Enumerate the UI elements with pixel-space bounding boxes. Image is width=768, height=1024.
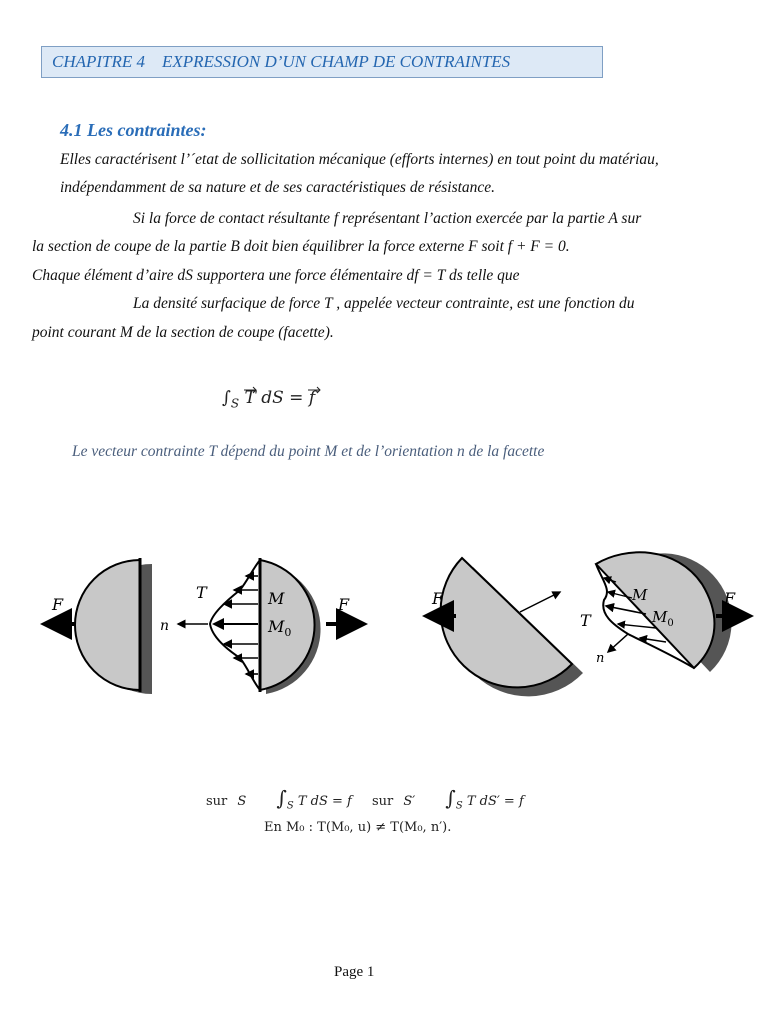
surface-S: S	[237, 794, 247, 809]
part-a-oblique-disc	[441, 558, 583, 696]
paragraph-line-1: Elles caractérisent l’´etat de sollicitation mécanique (efforts internes) en tout point du matériau,	[60, 151, 659, 168]
label-F-2: F	[338, 595, 350, 614]
paragraph-line-3: Si la force de contact résultante f représentant l’action exercée par la partie A sur	[133, 210, 642, 227]
force-F-left-arrow	[44, 595, 76, 624]
section-title: 4.1 Les contraintes:	[60, 120, 207, 140]
integral-body-2: T dS = f	[293, 794, 352, 809]
label-n-2: n	[596, 651, 605, 666]
part-a-half-disc	[75, 558, 152, 694]
figure-caption: Le vecteur contrainte T dépend du point M et de l’orientation n de la facette	[72, 443, 545, 460]
label-n-1: n	[160, 618, 170, 634]
stress-profile-curve	[210, 560, 260, 690]
label-M-1: M	[268, 589, 285, 608]
page-number: Page 1	[334, 964, 375, 980]
paragraph-line-4: la section de coupe de la partie B doit bien équilibrer la force externe F soit f + F = 0.	[32, 238, 570, 255]
integral-body-3: T dS′ = f	[462, 794, 524, 809]
integral-subscript: S	[230, 396, 240, 411]
paragraph-line-5: Chaque élément d’aire dS supportera une force élémentaire df = T ds telle que	[32, 267, 520, 284]
integral-sign: ∫	[222, 388, 231, 408]
normal-n-left-arrow	[160, 618, 208, 634]
paragraph-line-6: La densité surfacique de force T , appelée vecteur contrainte, est une fonction du	[133, 295, 635, 312]
integral-body: T dS = f	[239, 388, 316, 408]
integral-sign-2: ∫	[276, 786, 287, 810]
label-F-1: F	[52, 595, 64, 614]
label-T-1: T	[196, 583, 207, 602]
label-M-2: M	[632, 586, 648, 604]
equation-line-1a: sur S $\int_S$ T dS = f	[206, 786, 352, 812]
surface-S-prime: S′	[403, 794, 416, 809]
paragraph-line-2: indépendamment de sa nature et de ses caractéristiques de résistance.	[60, 179, 496, 196]
integral-sign-3: ∫	[445, 786, 456, 810]
normal-n-prime-arrow	[596, 634, 628, 666]
equation-line-1b: sur S′ $\int_S$ T dS′ = f	[372, 786, 524, 812]
chapter-heading: CHAPITRE 4 EXPRESSION D’UN CHAMP DE CONTRAINTES	[41, 46, 603, 78]
paragraph-line-7: point courant M de la section de coupe (facette).	[32, 324, 334, 341]
label-F-3: F	[432, 589, 444, 608]
force-F-right-arrow	[326, 595, 364, 624]
label-M0-2: $M_0$	[652, 608, 674, 629]
sur-label-2: sur	[372, 794, 394, 809]
stress-vector-figure	[0, 540, 768, 700]
label-M0-1: $M_0$	[268, 617, 292, 639]
label-T-2: T	[580, 611, 591, 630]
sur-label-1: sur	[206, 794, 228, 809]
vector-arrows-eq1	[240, 384, 330, 396]
normal-u-arrow	[520, 592, 560, 612]
label-F-4: F	[724, 589, 736, 608]
equation-line-2: En M₀ : T(M₀, u) ≠ T(M₀, n′).	[264, 820, 452, 835]
